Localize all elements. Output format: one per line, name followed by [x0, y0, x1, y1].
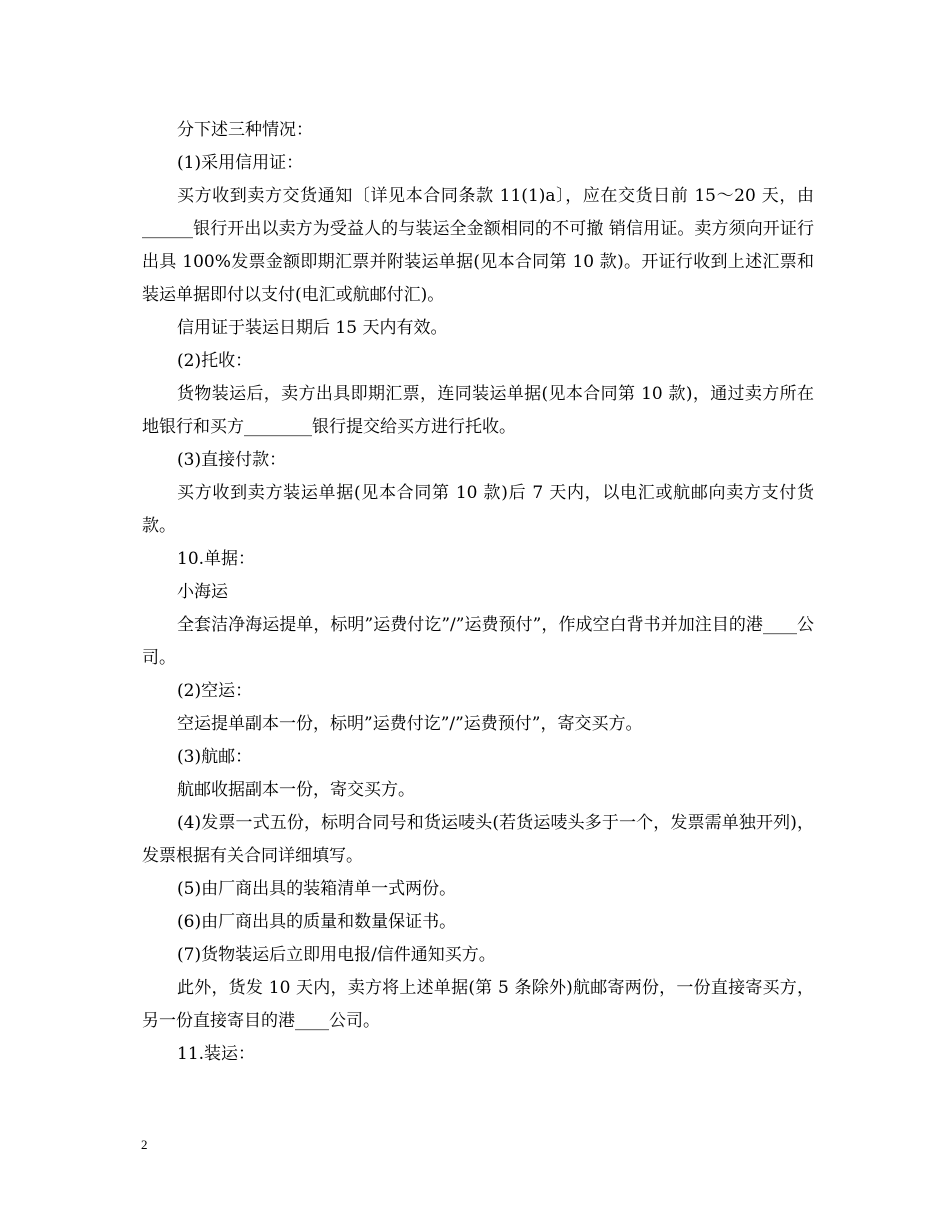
- paragraph-heading-sea-freight: 小海运: [177, 582, 228, 602]
- paragraph-heading-direct-payment: (3)直接付款：: [177, 450, 287, 470]
- paragraph-heading-collection: (2)托收：: [177, 351, 253, 371]
- paragraph-air-freight: 空运提单副本一份，标明”运费付讫”/”运费预付”，寄交买方。: [177, 714, 643, 734]
- paragraph-additional-mailing: 此外，货发 10 天内，卖方将上述单据(第 5 条除外)航邮寄两份，一份直接寄买方，另一份直接寄目的港____公司。: [142, 978, 814, 1031]
- paragraph-heading-documents: 10.单据：: [177, 549, 256, 569]
- paragraph-heading-air-mail: (3)航邮：: [177, 747, 253, 767]
- document-body: [142, 114, 814, 1071]
- paragraph-quality-certificate: (6)由厂商出具的质量和数量保证书。: [177, 912, 457, 932]
- paragraph-sea-freight: 全套洁净海运提单，标明”运费付讫”/”运费预付”，作成空白背书并加注目的港____公司。: [142, 615, 814, 668]
- paragraph-intro: 分下述三种情况：: [177, 120, 313, 140]
- paragraph-shipment-notice: (7)货物装运后立即用电报/信件通知买方。: [177, 945, 496, 965]
- paragraph-heading-air-freight: (2)空运：: [177, 681, 253, 701]
- paragraph-direct-payment: 买方收到卖方装运单据(见本合同第 10 款)后 7 天内，以电汇或航邮向卖方支付货款。: [142, 483, 814, 536]
- page-number: 2: [141, 1137, 148, 1152]
- paragraph-invoice: (4)发票一式五份，标明合同号和货运唛头(若货运唛头多于一个，发票需单独开列)，发票根据有关合同详细填写。: [142, 813, 814, 866]
- paragraph-collection: 货物装运后，卖方出具即期汇票，连同装运单据(见本合同第 10 款)，通过卖方所在地银行和买方________银行提交给买方进行托收。: [142, 384, 814, 437]
- paragraph-packing-list: (5)由厂商出具的装箱清单一式两份。: [177, 879, 457, 899]
- paragraph-heading-letter-of-credit: (1)采用信用证：: [177, 153, 304, 173]
- paragraph-letter-of-credit: 买方收到卖方交货通知〔详见本合同条款 11(1)a〕，应在交货日前 15～20 天，由______银行开出以卖方为受益人的与装运全金额相同的不可撤 销信用证。卖方须向开证行出具 100%发票金额即期汇票并附装运单据(见本合同第 10 款)。开证行收到上述汇票和装运单据即付以支付(电汇或航邮付汇)。: [142, 186, 814, 305]
- paragraph-air-mail: 航邮收据副本一份，寄交买方。: [177, 780, 415, 800]
- paragraph-credit-validity: 信用证于装运日期后 15 天内有效。: [177, 318, 448, 338]
- paragraph-heading-shipment: 11.装运：: [177, 1044, 256, 1064]
